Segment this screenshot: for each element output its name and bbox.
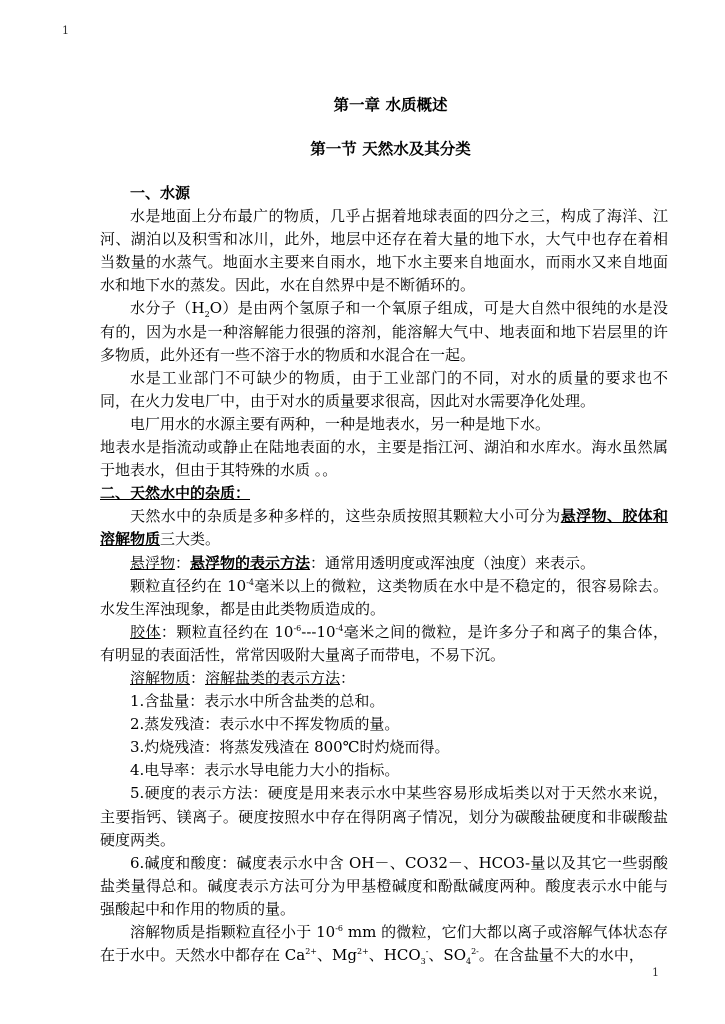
section-title: 第一节 天然水及其分类: [310, 140, 471, 158]
paragraph: 电厂用水的水源主要有两种，一种是地表水，另一种是地下水。: [130, 414, 551, 433]
paragraph: 天然水中的杂质是多种多样的，这些杂质按照其颗粒大小可分为悬浮物、胶体和溶解物质三大类。: [100, 507, 668, 549]
term-dissolved-method: 溶解盐类的表示方法: [205, 668, 341, 687]
footer-page-number: 1: [652, 966, 659, 979]
list-item: 4.电导率：表示水导电能力大小的指标。: [130, 761, 400, 780]
header-page-number: 1: [62, 24, 69, 37]
paragraph: 水分子$(H_2O)$是由两个氢原子和一个氧原子组成，可是大自然中很纯的水是没有的，因为水是一种溶解能力很强的溶剂，能溶解大气中、地表面和地下岩层里的许多物质，此外还有一些不溶于水的物质和水混合在一起。: [100, 299, 668, 364]
chapter-title: 第一章 水质概述: [333, 96, 448, 114]
heading-water-source: 一、水源: [130, 184, 191, 202]
impurity-categories: 悬浮物、胶体和溶解物质: [100, 507, 668, 549]
list-item: 6.碱度和酸度：碱度表示水中含 OH－、CO32－、HCO3-量以及其它一些弱酸盐类量得总和。碱度表示方法可分为甲基橙碱度和酚酞碱度两种。酸度表示水中能与强酸起中和作用的物质的量。: [100, 853, 668, 918]
list-item: 5.硬度的表示方法：硬度是用来表示水中某些容易形成垢类以对于天然水来说，主要指钙、镁离子。硬度按照水中存在得阴离子情况，划分为碳酸盐硬度和非碳酸盐硬度两类。: [100, 784, 668, 849]
term-colloid: 胶体: [130, 622, 161, 641]
paragraph: 溶解物质是指颗粒直径小于 $10^{-6}$ mm 的微粒，它们大都以离子或溶解气体状态存在于水中。天然水中都存在 $Ca^{2+}$、$Mg^{2+}$、$HCO_3^-$、$SO_4^{2-}$。在含盐量不大的水中，: [100, 923, 668, 967]
paragraph: 颗粒直径约在 $10^{-4}$毫米以上的微粒，这类物质在水中是不稳定的，很容易除去。水发生浑浊现象，都是由此类物质造成的。: [100, 576, 668, 618]
term-suspended: 悬浮物: [130, 553, 176, 572]
paragraph: 水是地面上分布最广的物质，几乎占据着地球表面的四分之三，构成了海洋、江河、湖泊以及积雪和冰川，此外，地层中还存在着大量的地下水，大气中也存在着相当数量的水蒸气。地面水主要来自雨水，地下水主要来自地面水，而雨水又来自地面水和地下水的蒸发。因此，水在自然界中是不断循环的。: [100, 207, 668, 295]
paragraph: 溶解物质：溶解盐类的表示方法：: [130, 668, 356, 687]
term-dissolved: 溶解物质: [130, 668, 191, 687]
heading-impurities: 二、天然水中的杂质：: [100, 484, 251, 503]
term-suspended-method: 悬浮物的表示方法: [190, 553, 311, 572]
document-body: [100, 182, 668, 967]
paragraph: 胶体：颗粒直径约在 $10^{-6}---10^{-4}$毫米之间的微粒，是许多分子和离子的集合体，有明显的表面活性，常常因吸附大量离子而带电，不易下沉。: [100, 622, 668, 664]
list-item: 1.含盐量：表示水中所含盐类的总和。: [130, 692, 385, 711]
paragraph: 地表水是指流动或静止在陆地表面的水，主要是指江河、湖泊和水库水。海水虽然属于地表水，但由于其特殊的水质 。。: [100, 438, 668, 480]
paragraph: 悬浮物：悬浮物的表示方法：通常用透明度或浑浊度（浊度）来表示。: [130, 553, 596, 572]
paragraph: 水是工业部门不可缺少的物质，由于工业部门的不同，对水的质量的要求也不同，在火力发电厂中，由于对水的质量要求很高，因此对水需要净化处理。: [100, 368, 668, 410]
list-item: 2.蒸发残渣：表示水中不挥发物质的量。: [130, 715, 400, 734]
list-item: 3.灼烧残渣：将蒸发残渣在 800℃时灼烧而得。: [130, 738, 450, 757]
